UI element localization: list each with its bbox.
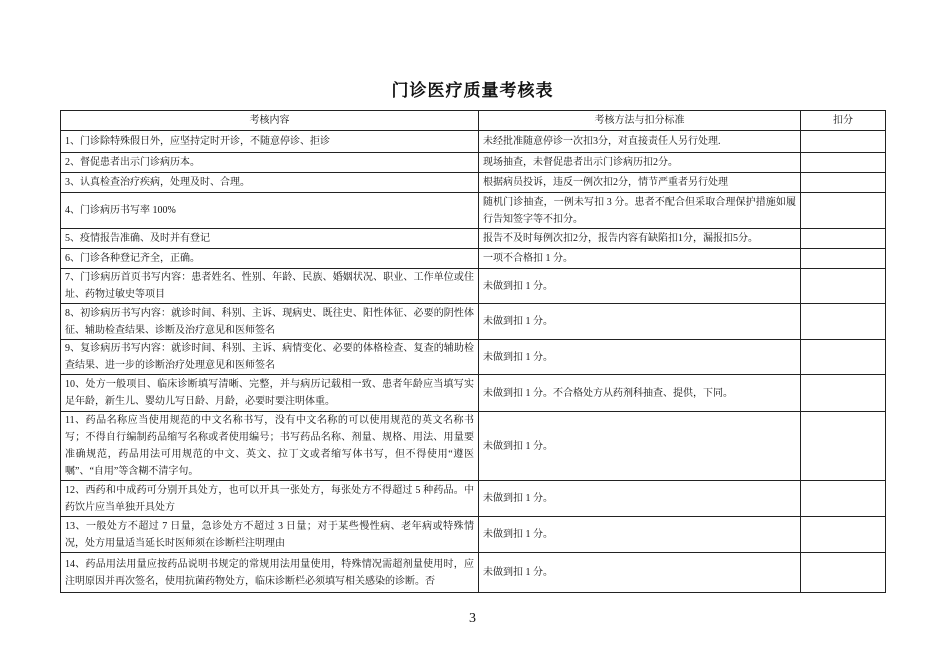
criteria-cell: 6、门诊各种登记齐全，正确。: [61, 249, 479, 269]
deduction-cell: [801, 229, 886, 249]
method-cell: 未做到扣 1 分。: [479, 269, 801, 304]
header-content: 考核内容: [61, 111, 479, 131]
method-cell: 未经批准随意停诊一次扣3分，对直接责任人另行处理.: [479, 131, 801, 153]
table-row: [61, 193, 886, 229]
table-header-row: [61, 111, 886, 131]
criteria-cell: 10、处方一般项目、临床诊断填写清晰、完整，并与病历记载相一致、患者年龄应当填写实足年龄，新生儿、婴幼儿写日龄、月龄，必要时要注明体重。: [61, 375, 479, 412]
method-cell: 随机门诊抽查，一例未写扣 3 分。患者不配合但采取合理保护措施如履行告知签字等不扣分。: [479, 193, 801, 229]
deduction-cell: [801, 153, 886, 173]
criteria-cell: 14、药品用法用量应按药品说明书规定的常规用法用量使用，特殊情况需超剂量使用时，应注明原因并再次签名，使用抗菌药物处方，临床诊断栏必须填写相关感染的诊断。否: [61, 553, 479, 593]
deduction-cell: [801, 340, 886, 375]
deduction-cell: [801, 131, 886, 153]
table-row: [61, 304, 886, 340]
table-row: [61, 481, 886, 517]
criteria-cell: 1、门诊除特殊假日外，应坚持定时开诊，不随意停诊、拒诊: [61, 131, 479, 153]
document-title: 门诊医疗质量考核表: [391, 81, 554, 101]
table-row: [61, 153, 886, 173]
criteria-cell: 7、门诊病历首页书写内容：患者姓名、性别、年龄、民族、婚姻状况、职业、工作单位或住址、药物过敏史等项目: [61, 269, 479, 304]
table-row: [61, 131, 886, 153]
method-cell: 未做到扣 1 分。: [479, 517, 801, 553]
method-cell: 未做到扣 1 分。: [479, 340, 801, 375]
header-deduction: 扣分: [801, 111, 886, 131]
table-row: [61, 375, 886, 412]
method-cell: 报告不及时每例次扣2分，报告内容有缺陷扣1分，漏报扣5分。: [479, 229, 801, 249]
deduction-cell: [801, 553, 886, 593]
criteria-cell: 5、疫情报告准确、及时并有登记: [61, 229, 479, 249]
page-number: 3: [469, 611, 476, 626]
method-cell: 未做到扣 1 分。: [479, 412, 801, 481]
table-row: [61, 412, 886, 481]
method-cell: 现场抽查，未督促患者出示门诊病历扣2分。: [479, 153, 801, 173]
method-cell: 未做到扣 1 分。: [479, 304, 801, 340]
deduction-cell: [801, 481, 886, 517]
criteria-cell: 4、门诊病历书写率 100%: [61, 193, 479, 229]
deduction-cell: [801, 173, 886, 193]
table-row: [61, 229, 886, 249]
deduction-cell: [801, 412, 886, 481]
table-row: [61, 517, 886, 553]
method-cell: 根据病员投诉，违反一例次扣2分，情节严重者另行处理: [479, 173, 801, 193]
deduction-cell: [801, 375, 886, 412]
method-cell: 一项不合格扣 1 分。: [479, 249, 801, 269]
deduction-cell: [801, 304, 886, 340]
method-cell: 未做到扣 1 分。不合格处方从药剂科抽查、提供，下同。: [479, 375, 801, 412]
table-row: [61, 269, 886, 304]
table-row: [61, 340, 886, 375]
deduction-cell: [801, 193, 886, 229]
criteria-cell: 11、药品名称应当使用规范的中文名称书写，没有中文名称的可以使用规范的英文名称书写；不得自行编制药品缩写名称或者使用编号；书写药品名称、剂量、规格、用法、用量要准确规范，药品用法可用规范的中文、英文、拉丁文或者缩写体书写，但不得使用“遵医嘱”、“自用”等含糊不清字句。: [61, 412, 479, 481]
method-cell: 未做到扣 1 分。: [479, 481, 801, 517]
deduction-cell: [801, 517, 886, 553]
table-row: [61, 249, 886, 269]
assessment-table: [60, 110, 886, 593]
criteria-cell: 2、督促患者出示门诊病历本。: [61, 153, 479, 173]
deduction-cell: [801, 249, 886, 269]
method-cell: 未做到扣 1 分。: [479, 553, 801, 593]
table-row: [61, 553, 886, 593]
criteria-cell: 9、复诊病历书写内容：就诊时间、科别、主诉、病情变化、必要的体格检查、复查的辅助检查结果、进一步的诊断治疗处理意见和医师签名: [61, 340, 479, 375]
criteria-cell: 3、认真检查治疗疾病，处理及时、合理。: [61, 173, 479, 193]
table-row: [61, 173, 886, 193]
criteria-cell: 8、初诊病历书写内容：就诊时间、科别、主诉、现病史、既往史、阳性体征、必要的阴性体征、辅助检查结果、诊断及治疗意见和医师签名: [61, 304, 479, 340]
deduction-cell: [801, 269, 886, 304]
criteria-cell: 12、西药和中成药可分别开具处方，也可以开具一张处方，每张处方不得超过 5 种药品。中药饮片应当单独开具处方: [61, 481, 479, 517]
header-method: 考核方法与扣分标准: [479, 111, 801, 131]
criteria-cell: 13、一般处方不超过 7 日量，急诊处方不超过 3 日量；对于某些慢性病、老年病或特殊情况，处方用量适当延长时医师须在诊断栏注明理由: [61, 517, 479, 553]
